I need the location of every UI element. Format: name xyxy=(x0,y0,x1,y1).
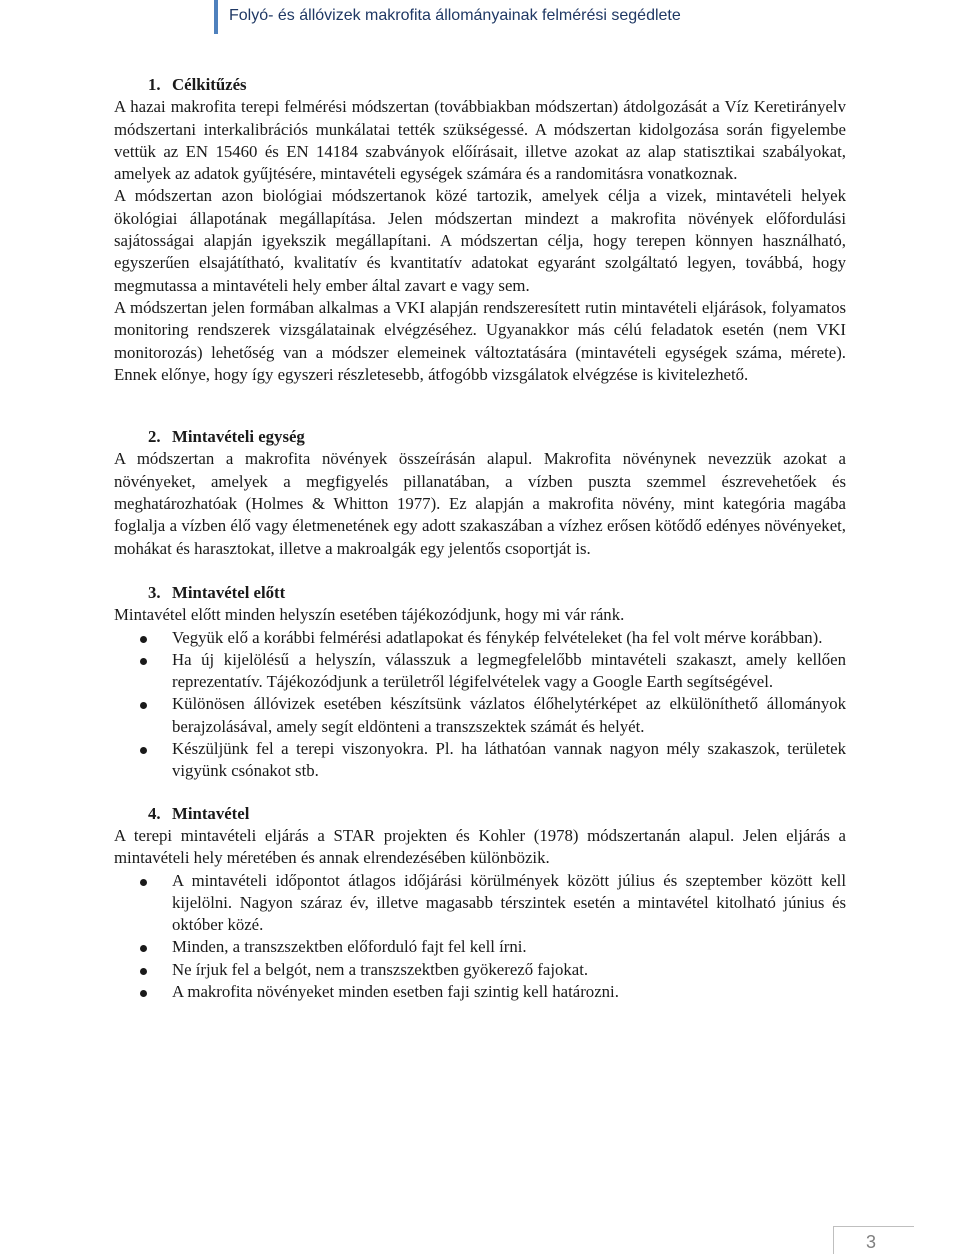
section-number: 3. xyxy=(148,582,161,602)
bullet-icon xyxy=(140,636,147,643)
section-number: 1. xyxy=(148,75,161,94)
bullet-icon xyxy=(140,658,147,665)
list-item-text: Ne írjuk fel a belgót, nem a transzszektben gyökerező fajokat. xyxy=(172,959,589,979)
bullet-list xyxy=(114,870,846,1004)
section-number: 4. xyxy=(148,803,161,823)
bullet-icon xyxy=(140,747,147,754)
list-item xyxy=(114,959,846,981)
bullet-icon xyxy=(140,968,147,975)
bullet-list xyxy=(114,627,846,783)
list-item xyxy=(114,627,846,649)
list-item-text: Vegyük elő a korábbi felmérési adatlapokat és fénykép felvételeket (ha fel volt mérve korábban). xyxy=(172,627,823,647)
list-item xyxy=(114,936,846,958)
list-item-text: Készüljünk fel a terepi viszonyokra. Pl. ha láthatóan vannak nagyon mély szakaszok, területek vigyünk csónakot stb. xyxy=(172,739,846,781)
bullet-icon xyxy=(140,702,147,709)
section-title: Mintavétel xyxy=(172,803,250,823)
section-number: 2. xyxy=(148,427,161,447)
bullet-icon xyxy=(140,945,147,952)
list-item xyxy=(114,693,846,738)
footer-rule xyxy=(834,1226,914,1227)
paragraph: Mintavétel előtt minden helyszín esetében tájékozódjunk, hogy mi vár ránk. xyxy=(114,605,625,625)
paragraph: A terepi mintavételi eljárás a STAR projekten és Kohler (1978) módszertanán alapul. Jelen eljárás a mintavételi hely méretében és annak elrendezésében különbözik. xyxy=(114,825,846,868)
list-item xyxy=(114,870,846,937)
list-item-text: A makrofita növényeket minden esetben faji szintig kell határozni. xyxy=(172,981,619,1001)
footer-divider xyxy=(833,1226,834,1254)
list-item-text: Ha új kijelölésű a helyszín, válasszuk a legmegfelelőbb mintavételi szakaszt, amely kellően reprezentatív. Tájékozódjunk a területről légifelvételek vagy a Google Earth segítségével. xyxy=(172,649,846,692)
section-heading-3 xyxy=(114,582,846,604)
bullet-icon xyxy=(140,879,147,886)
running-header-title: Folyó- és állóvizek makrofita állományainak felmérési segédlete xyxy=(229,7,681,24)
section-title: Mintavétel előtt xyxy=(172,582,286,602)
list-item xyxy=(114,981,846,1003)
section-heading-1 xyxy=(114,74,846,96)
paragraph: A módszertan azon biológiai módszertanok közé tartozik, amelyek célja a vizek, mintavételi helyek ökológiai állapotának megállapítása. Jelen módszertan mindezt a makrofita növények előfordulási sajátosságai alapján igyekszik megállapítani. A módszertan célja, hogy terepen könnyen használható, egyszerűen elsajátítható, kvalitatív és kvantitatív adatokat egyaránt szolgáltató legyen, továbbá, hogy megmutassa a mintavételi hely ember által zavart e vagy sem. xyxy=(114,186,846,295)
page-number: 3 xyxy=(866,1232,877,1252)
section-heading-2 xyxy=(114,426,846,448)
list-item-text: Minden, a transzszektben előforduló fajt fel kell írni. xyxy=(172,937,527,957)
document-body xyxy=(114,74,846,1003)
section-title: Mintavételi egység xyxy=(172,427,305,447)
section-heading-4 xyxy=(114,803,846,825)
bullet-icon xyxy=(140,990,147,997)
paragraph: A módszertan jelen formában alkalmas a VKI alapján rendszeresített rutin mintavételi eljárások, folyamatos monitoring rendszerek vizsgálatainak elvégzéséhez. Ugyanakkor más célú feladatok esetén (nem VKI monitorozás) lehetőség van a módszer elemeinek változtatására (mintavételi egységek száma, mérete). Ennek előnye, hogy így egyszeri részletesebb, átfogóbb vizsgálatok elvégzése is kivitelezhető. xyxy=(114,297,846,384)
list-item-text: A mintavételi időpontot átlagos időjárási körülmények között július és szeptember között kell kijelölni. Nagyon száraz év, illetve magasabb térszintek esetén a mintavétel kitolható június és október közé. xyxy=(172,870,846,935)
header-accent-bar xyxy=(214,0,218,34)
list-item xyxy=(114,649,846,694)
list-item-text: Különösen állóvizek esetében készítsünk vázlatos élőhelytérképet az elkülöníthető állományok berajzolásával, amely segít eldönteni a transzszektek számát és helyét. xyxy=(172,694,846,736)
paragraph: A hazai makrofita terepi felmérési módszertan (továbbiakban módszertan) átdolgozását a Víz Keretirányelv módszertani interkalibrációs munkálatai tették szükségessé. A módszertan kidolgozása során figyelembe vettük az EN 15460 és EN 14184 szabványok előírásait, illetve azokat az alap statisztikai szabályokat, amelyek az adatok gyűjtésére, mintavételi egységek számára és a randomitásra vonatkoznak. xyxy=(114,97,846,184)
list-item xyxy=(114,738,846,783)
paragraph: A módszertan a makrofita növények összeírásán alapul. Makrofita növénynek nevezzük azokat a növényeket, amelyek a megfigyelés pillanatában, a vízben puszta szemmel észrevehetőek és meghatározhatóak (Holmes & Whitton 1977). Ez alapján a makrofita növény, mint kategória magába foglalja a vízben élő vagy életmenetének egy adott szakaszában a vízhez erősen kötődő edényes növényeket, mohákat és harasztokat, illetve a makroalgák egy jelentős csoportját is. xyxy=(114,449,846,558)
section-title: Célkitűzés xyxy=(172,75,247,94)
